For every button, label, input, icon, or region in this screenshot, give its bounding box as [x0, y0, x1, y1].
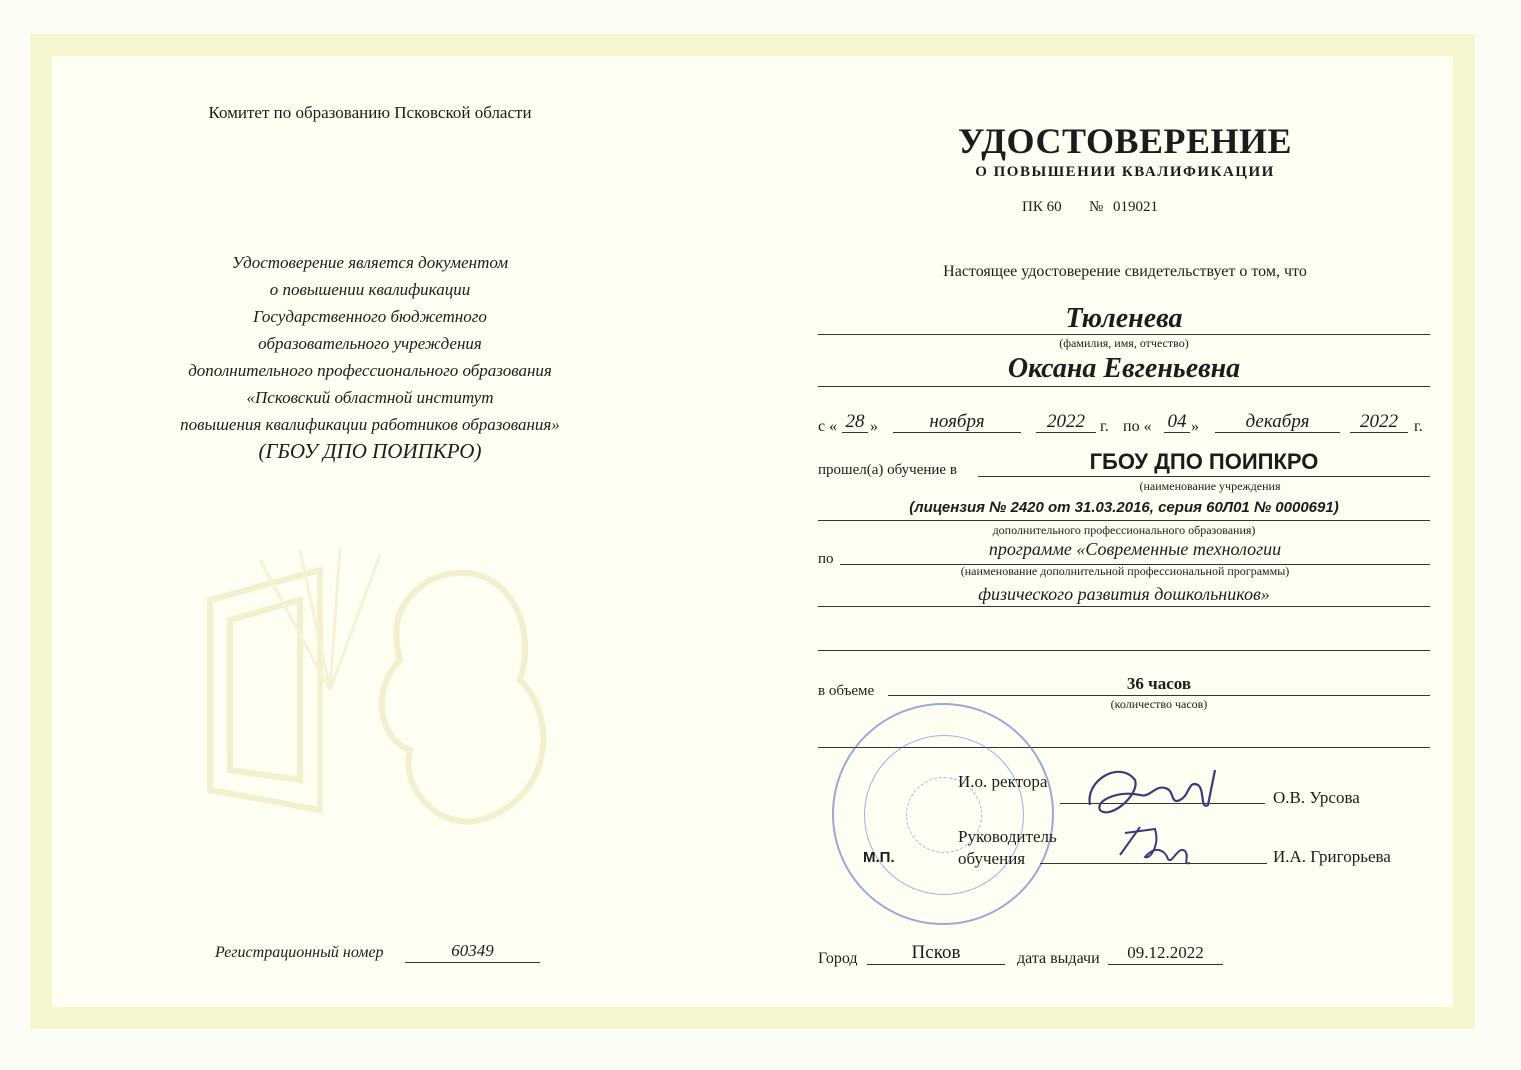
program-line-3: [818, 630, 1430, 651]
head-label-line-2: обучения: [958, 849, 1026, 868]
desc-line: образовательного учреждения: [258, 334, 482, 353]
head-label-line-1: Руководитель: [958, 827, 1057, 846]
issue-date: 09.12.2022: [1127, 943, 1204, 962]
from-year: 2022: [1047, 411, 1085, 432]
volume-label: в объеме: [818, 683, 875, 699]
certificate-series: ПК 60: [1022, 199, 1062, 215]
official-seal: [832, 703, 1054, 925]
name-caption: (фамилия, имя, отчество): [1059, 336, 1189, 350]
city-value: Псков: [911, 942, 961, 963]
year-suffix: г.: [1100, 418, 1109, 435]
from-prefix: с «: [818, 418, 838, 435]
institution-caption: (наименование учреждения: [1139, 479, 1281, 493]
desc-line: дополнительного профессионального образования: [188, 361, 552, 380]
from-month: ноября: [929, 411, 985, 432]
to-day: 04: [1167, 411, 1187, 432]
program-caption: (наименование дополнительной профессиональной программы): [960, 564, 1290, 578]
from-day-close: »: [870, 418, 878, 435]
certificate-title: УДОСТОВЕРЕНИЕ: [957, 121, 1293, 161]
document-description: [110, 249, 630, 465]
to-month: декабря: [1245, 411, 1310, 432]
city-label: Город: [818, 950, 858, 967]
head-name: И.А. Григорьева: [1273, 847, 1391, 866]
license-caption: дополнительного профессионального образования): [992, 523, 1256, 537]
registration-number: 60349: [451, 941, 494, 960]
surname: Тюленева: [1065, 303, 1183, 334]
to-year: 2022: [1360, 411, 1398, 432]
license-text: (лицензия № 2420 от 31.03.2016, серия 60Л01 № 0000691): [909, 499, 1339, 516]
certificate-number: 019021: [1113, 199, 1158, 215]
issue-date-label: дата выдачи: [1017, 950, 1100, 967]
from-day: 28: [845, 411, 865, 432]
mp-label: М.П.: [863, 849, 895, 866]
program-line-2-text: физического развития дошкольников»: [978, 584, 1270, 604]
desc-line: повышения квалификации работников образования»: [180, 415, 560, 434]
watermark-emblem: [200, 540, 580, 840]
desc-line: о повышении квалификации: [269, 280, 471, 299]
program-line-1-text: программе «Современные технологии: [988, 539, 1282, 559]
registration-label: Регистрационный номер: [215, 944, 384, 961]
desc-line: (ГБОУ ДПО ПОИПКРО): [258, 439, 482, 463]
head-signature: [1110, 815, 1210, 875]
intro-text: Настоящее удостоверение свидетельствует о том, что: [943, 263, 1307, 280]
to-day-close: »: [1191, 418, 1199, 435]
to-word: по «: [1123, 418, 1152, 435]
hours-caption: (количество часов): [1110, 697, 1208, 711]
rector-label: И.о. ректора: [958, 772, 1048, 791]
trained-label: прошел(а) обучение в: [818, 462, 957, 478]
year-suffix-2: г.: [1414, 418, 1423, 435]
certificate-subtitle: О ПОВЫШЕНИИ КВАЛИФИКАЦИИ: [975, 164, 1275, 180]
rector-name: О.В. Урсова: [1273, 788, 1360, 807]
desc-line: «Псковский областной институт: [246, 388, 494, 407]
hours-value: 36 часов: [1126, 674, 1192, 693]
desc-line: Государственного бюджетного: [253, 307, 487, 326]
committee-name: Комитет по образованию Псковской области: [208, 103, 532, 122]
institution-name: ГБОУ ДПО ПОИПКРО: [1089, 449, 1319, 474]
by-label: по: [818, 551, 834, 567]
certificate-number-label: №: [1089, 199, 1104, 215]
desc-line: Удостоверение является документом: [231, 253, 509, 272]
given-names: Оксана Евгеньевна: [1007, 353, 1241, 384]
